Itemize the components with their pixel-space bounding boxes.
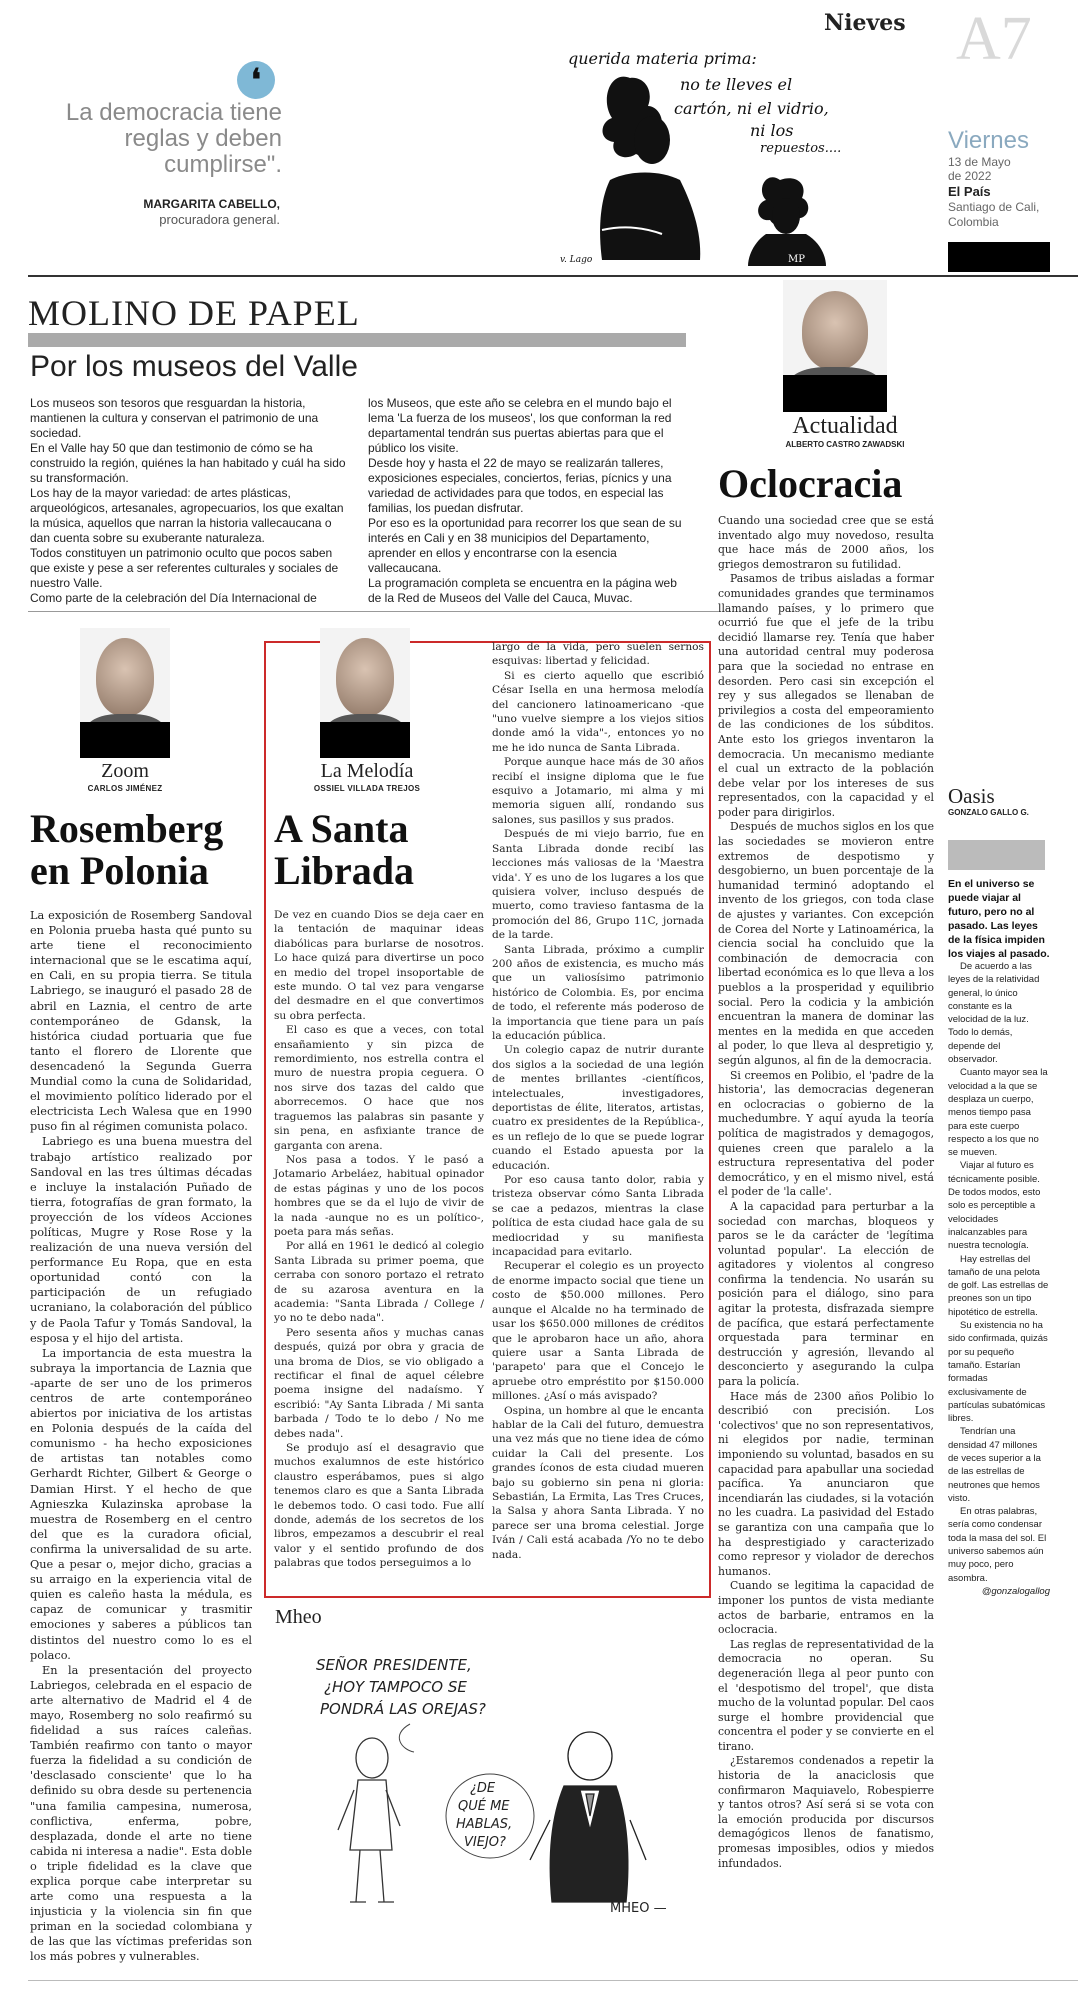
author-photo-actualidad [783,280,887,412]
article-paragraph: Cuando se legitima la capacidad de imponer los puntos de vista mediante actos de barbarie, entramos en la oclocracia. [718,1579,934,1637]
column-author-oasis: GONZALO GALLO G. [948,808,1029,817]
political-cartoon [280,1640,700,1920]
author-photo-zoom [80,628,170,758]
cartoon-speech-1b: ¿HOY TAMPOCO SE [324,1678,467,1696]
article-paragraph: Pero sesenta años y muchas canas después, quizá por obra y gracia de una broma de Dios, se vio obligado a rectificar el final de aquel célebre poema insigne del nadaísmo. Y escribió: "Ay Santa Librada / Mi santa barbada / Todo te lo debo / No me debes nada". [274,1326,484,1440]
article-paragraph: Por eso causa tanto dolor, rabia y tristeza observar cómo Santa Librada se cae a pedazos, mientras la clase política de esta ciudad hace gala de su mediocridad y su manifiesta incapacidad para evitarlo. [492,1174,704,1259]
editorial-paragraph: Los museos son tesoros que resguardan la historia, mantienen la cultura y conservan el patrimonio de una sociedad. [30,396,319,440]
article-paragraph: Ospina, un hombre al que le encanta hablar de la Cali del futuro, demuestra una vez más que no tiene idea de cómo cuidar la Cali del presente. Los grandes íconos de esta ciudad mueren bajo su gobierno sin pena ni gloria: Sebastián, La Ermita, Las Tres Cruces, la Salsa y ahora Santa Librada. Y no parece ser una broma celestial. Jorge Iván / Cali está acabada /Yo no te debo nada. [492,1404,704,1561]
oasis-paragraph: Su existencia no ha sido confirmada, quizás por su pequeño tamaño. Estarían formadas exclusivamente de partículas subatómicas libres. [948,1320,1048,1425]
section-name: Nieves [824,10,906,36]
cartoon-signature-right: MP [788,254,805,265]
editorial-paragraph: Desde hoy y hasta el 22 de mayo se realizarán talleres, exposiciones especiales, conciertos, ferias, pícnics y una variedad de actividades para que todos, en especial las familias, los puedan disfrutar. [368,456,672,515]
oasis-body [948,960,1050,1598]
column-name-oasis: Oasis [948,784,995,808]
headline-melodia-line-1: A Santa [274,806,409,851]
article-paragraph: Después de muchos siglos en los que las sociedades se movieron entre extremos de despotismo y desgobierno, un buen porcentaje de la humanidad terminó adoptando el invento de los griegos, con toda clase de ajustes y variantes. Con excepción de Corea del Norte y Latinoamérica, la ciencia social ha concluido que la combinación de democracia con libertad económica es lo que lleva a los pueblos a la prosperidad y equilibrio social. Pero la codicia y la ambición encuentran la manera de dominar las mentes en la medida en que acceden al poder, lo que lleva al despretigio y, según algunos, al fin de la democracia. [718,820,934,1067]
oasis-paragraph: Viajar al futuro es técnicamente posible. De todos modos, esto solo es perceptible a velocidades inalcanzables para nuestra tecnología. [948,1160,1041,1252]
quote-author: MARGARITA CABELLO, [143,197,280,211]
top-rule [28,275,1078,277]
article-paragraph: Cuando una sociedad cree que se está inventado algo muy novedoso, resulta que hace más de 2000 años, los griegos demostraron su futilidad. [718,514,934,571]
oasis-bar [948,840,1045,870]
article-paragraph: Las reglas de representatividad de la democracia no operan. Su degeneración llega al peor punto con el 'despotismo del tropel', que dista mucho de la voluntad popular. Del caos surge el hombre providencial que concentra el poder y se convierte en el tirano. [718,1637,934,1753]
editorial-title: MOLINO DE PAPEL [28,293,360,333]
article-paragraph: A la capacidad para perturbar a la sociedad con marchas, bloqueos y paros se le da carácter de 'legítima voluntad popular'. La elección de agitadores y violentos al congreso confirma la tendencia. No usarán su posición para el diálogo, sino para agitar la protesta, disfrazada siempre de pacífica, que estará perfectamente orquestada para terminar en destrucción y agresión, llevando al desconcierto y asegurando la culpa para la policía. [718,1199,934,1389]
column-author-zoom: CARLOS JIMÉNEZ [87,784,163,793]
redaction-box [948,242,1050,272]
issue-date [948,155,1068,183]
article-paragraph: Después de mi viejo barrio, fue en Santa Librada donde recibí las lecciones más valiosas de la 'Maestra vida'. Y es uno de los lugares a los que quisiera volver, incluso después de muerto, como travieso fantasma de la promoción del 86, Grupo 11C, jornada de la tarde. [492,828,704,942]
cartoon-label: Mheo [275,1606,322,1628]
column-name-actualidad: Actualidad [792,413,898,439]
oasis-paragraph: En otras palabras, sería como condensar toda la masa del sol. El universo sabemos aún muy poco, pero asombra. [948,1506,1047,1584]
article-paragraph: Porque aunque hace más de 30 años recibí el insigne diploma que le fue esquivo a Jotamario, mi alma y mi memoria siguen allí, rondando sus salones, sus pasillos y sus prados. [492,756,704,826]
editorial-column-left [30,396,350,606]
article-paragraph: Hace más de 2300 años Polibio lo describió con precisión. Los 'colectivos' que no son representativos, ni elegidos por nadie, terminan imponiendo su voluntad, basados en su capacidad para apabullar una sociedad pacífica. Ya anunciaron que incendiarán las ciudades, si la votación no les cuadra. La pasividad del Estado se garantiza con una campaña que lo ha desprestigiado y caracterizado como represor y violador de derechos humanos. [718,1389,934,1578]
article-paragraph: largo de la vida, pero suelen sernos esquivas: libertad y felicidad. [492,641,704,668]
editorial-paragraph: Como parte de la celebración del Día Internacional de [30,591,317,605]
quote-mark-icon: ❛ [251,63,261,98]
article-paragraph: Santa Librada, próximo a cumplir 200 años de existencia, es mucho más que un valiosísimo patrimonio histórico de Colombia. Es, por encima de todo, el referente más poderoso de la importancia que tiene para un país la educación pública. [492,943,704,1042]
cartoon-signature: MHEO — [610,1901,667,1916]
article-body-zoom [30,908,252,1965]
article-paragraph: En la presentación del proyecto Labriegos, celebrada en el espacio de arte alternativo de Madrid el 4 de mayo, Rosemberg no solo reafirmó su fidelidad a sus raíces caleñas. También reafirmo con tanto o mayor fuerza la fidelidad a su condición de 'desclasado consciente' que lo ha definido su obra desde su pertenencia "una familia campesina, numerosa, conflictiva, enferma, pobre, desplazada, donde el arte no tiene cabida ni interesa a nadie". Esta doble o triple fidelidad es la clave que explica porque cabe interpretar su arte como una respuesta a la injusticia y la violencia sin fin que priman en la sociedad colombiana y de las que las víctimas preferidas son los más pobres y vulnerables. [30,1663,252,1964]
cartoon-handwriting-5: repuestos.... [760,141,842,156]
article-paragraph: Pasamos de tribus aisladas a formar comunidades grandes que terminamos llamando países, y lo primero que ocurrió fue que el jefe de la tribu decidió llamarse rey. Tenía que haber una autoridad central muy poderosa para que la sociedad no entrase en desorden. Pero casi sin excepción el rey y sus allegados se llenaban de privilegios a costa del empeoramiento de las condiciones de los súbditos. Ante esto los griegos inventaron la democracia. Un mecanismo mediante el cual un extracto de la población debe velar por los intereses de sus representados, con la capacidad y el poder para dirigirlos. [718,572,934,819]
issue-place-line-1: Santiago de Cali, [948,200,1040,214]
article-body-melodia-right [492,640,704,1562]
editorial-paragraph: Los hay de la mayor variedad: de artes plásticas, arqueológicos, artesanales, agropecuarios, los que exaltan la música, aquellos que narran la historia vallecaucana o dan cuenta sobre su exuberante naturaleza. [30,486,344,545]
column-name-melodia: La Melodía [320,760,414,782]
article-paragraph: Por allá en 1961 le dedicó al colegio Santa Librada su primer poema, que cerraba con sonoro portazo el retrato de su azarosa aventura en la academia: "Santa Librada / College / yo no te debo nada". [274,1240,484,1325]
page-number: A7 [956,5,1032,73]
editorial-bar [28,333,686,347]
article-paragraph: Se produjo así el desagravio que muchos exalumnos de este histórico claustro esperábamos, pues si algo tenemos claro es que a Santa Librada le debemos todo. O casi todo. Fue allí donde, además de los secretos de los libros, empezamos a descubrir el real valor y el sentido profundo de dos palabras que todos perseguimos a lo [274,1442,484,1570]
editorial-column-right [368,396,688,606]
editorial-paragraph: los Museos, que este año se celebra en el mundo bajo el lema 'La fuerza de los museos', los que conforman la red departamental tendrán sus puertas abiertas para que el público los visite. [368,396,672,455]
cartoon-handwriting-2: no te lleves el [680,75,793,94]
oasis-lead: En el universo se puede viajar al futuro, pero no al pasado. Las leyes de la física impiden los viajes al pasado. [948,878,1050,960]
headline-zoom-line-1: Rosemberg [30,806,224,851]
headline-melodia-line-2: Librada [274,848,415,893]
oasis-signature: @gonzalogallog [981,1585,1050,1597]
quote-text: La democracia tiene reglas y deben cumplirse". [65,99,282,178]
oasis-paragraph: Hay estrellas del tamaño de una pelota de golf. Las estrellas de preones son un tipo hipotético de estrella. [948,1253,1049,1318]
editorial-paragraph: La programación completa se encuentra en la página web de la Red de Museos del Valle del Cauca, Muvac. [368,576,677,605]
article-paragraph: ¿Estaremos condenados a repetir la historia de la anaciclosis que confirmaron Maquiavelo, Robespierre y tantos otros? Así será si se vota con la emoción producida por discursos demagógicos llenos de fanatismo, promesas imposibles, odios y miedos infundados. [718,1754,934,1870]
article-paragraph: Labriego es una buena muestra del trabajo artístico realizado por Sandoval en las tres últimas décadas e incluye la instalación Puñado de tierra, fotografías de gran formato, la proyección de los vídeos Acciones políticas, Mugre y Rose Rose y la realización de una nueva versión del performance Eu Ropa, que en esta oportunidad contó con la participación de un refugiado ucraniano, la colaboración del público y de Paola Tafur y Tomás Sandoval, la esposa y el hijo del artista. [30,1135,252,1345]
editorial-paragraph: Por eso es la oportunidad para recorrer los que sean de su interés en Cali y en 38 municipios del Departamento, aprender en ellos y encontrarse con la esencia vallecaucana. [368,516,682,575]
issue-date-line-1: 13 de Mayo [948,155,1011,169]
quote-badge [237,61,275,99]
article-body-melodia-left [274,908,484,1571]
cartoon-speech-1a: SEÑOR PRESIDENTE, [316,1656,472,1674]
issue-place [948,200,1068,230]
headline-zoom-line-2: en Polonia [30,848,209,893]
oasis-paragraph: De acuerdo a las leyes de la relatividad general, lo único constante es la velocidad de la luz. Todo lo demás, depende del observador. [948,961,1040,1066]
editorial-headline: Por los museos del Valle [30,350,358,383]
top-cartoon [540,30,920,270]
article-paragraph: Recuperar el colegio es un proyecto de enorme impacto social que tiene un costo de $50.000 millones. Pero aunque el Alcalde no ha terminado de usar los $650.000 millones de créditos que le aprobaron hace un año, ahora quiere usar a Santa Librada de 'parapeto' para que el Concejo le apruebe otro empréstito por $150.000 millones. ¿Así o más avispado? [492,1260,704,1403]
cartoon-speech-1c: PONDRÁ LAS OREJAS? [320,1700,486,1718]
editorial-paragraph: Todos constituyen un patrimonio oculto que pocos saben que existe y pese a ser referentes culturales y sociales de nuestro Valle. [30,546,339,590]
section-rule [28,611,718,612]
quote-role: procuradora general. [159,212,280,227]
column-author-actualidad: ALBERTO CASTRO ZAWADSKI [785,440,905,449]
headline-zoom [30,808,260,892]
article-paragraph: La importancia de esta muestra la subraya la importancia de Laznia que -aparte de ser uno de los primeros centros de arte contemporáneo abiertos por iniciativa de los artistas en Polonia después de la caída del comunismo - ha hecho exposiciones de artistas tan notables como Gerhardt Richter, Gilbert & George o Damian Hirst. Y el hecho de que Agnieszka Kulazinska aprobase la muestra de Rosemberg en el centro del que es la curadora oficial, confirma la universalidad de su arte. Que a pesar o, mejor dicho, gracias a su arraigo en la experiencia vital de quien es caleño hasta la médula, es capaz de comunicar y trasmitir emociones y saberes a públicos tan distintos del nuestro como lo es el polaco. [30,1346,252,1662]
bottom-rule [28,1980,1078,1981]
newspaper-name: El País [948,184,991,199]
cartoon-handwriting-1: querida materia prima: [568,49,757,68]
author-photo-melodia [320,628,410,758]
cartoon-signature-left: v. Lago [560,255,593,265]
article-paragraph: Si creemos en Polibio, el 'padre de la historia', las democracias degeneran en oclocracias o gobierno de la muchedumbre. Y aquí ayuda la teoría política de magistrados y demagogos, quienes creen que paralelo a la estructura representativa del poder democrático, y en el mismo nivel, está el poder de 'la calle'. [718,1068,934,1199]
cartoon-speech-2a: ¿DE [470,1781,496,1796]
editorial-paragraph: En el Valle hay 50 que dan testimonio de cómo se ha construido la región, quiénes la han habitado y cuál ha sido su transformación. [30,441,346,485]
article-body-actualidad [718,514,934,1871]
cartoon-speech-2b: QUÉ ME [458,1799,510,1814]
headline-actualidad: Oclocracia [718,461,903,506]
issue-date-line-2: de 2022 [948,169,992,183]
oasis-paragraph: Cuanto mayor sea la velocidad a la que se desplaza un cuerpo, menos tiempo pasa para este cuerpo respecto a los que no se mueven. [948,1067,1048,1159]
headline-melodia [274,808,474,892]
article-paragraph: El caso es que a veces, con total ensañamiento y sin pizca de remordimiento, nos estrella contra el muro de nuestra propia ceguera. O nos sirve dos tazas del caldo que aborrecemos. O hace que nos traguemos las palabras sin pasante y sin pena, en asfixiante trance de garganta con arena. [274,1024,484,1152]
article-paragraph: De vez en cuando Dios se deja caer en la tentación de maquinar ideas diabólicas para burlarse de nosotros. Lo hace quizá para divertirse un poco en medio del tropel insoportable de este mundo. O tal vez para vengarse del desmadre en el que convertimos su obra perfecta. [274,909,484,1022]
column-author-melodia: OSSIEL VILLADA TREJOS [313,784,421,793]
cartoon-handwriting-3: cartón, ni el vidrio, [674,99,829,118]
oasis-paragraph: Tendrían una densidad 47 millones de veces superior a la de las estrellas de neutrones que hemos visto. [948,1426,1041,1504]
article-paragraph: Si es cierto aquello que escribió César Isella en una hermosa melodía del cancionero latinoamericano -que "uno vuelve siempre a los viejos sitios donde amó la vida"-, entonces yo no me he ido nunca de Santa Librada. [492,669,704,754]
cartoon-handwriting-4: ni los [750,121,794,140]
cartoon-speech-2c: HABLAS, [456,1817,513,1832]
issue-day: Viernes [948,127,1029,154]
cartoon-speech-2d: VIEJO? [464,1835,506,1850]
article-paragraph: La exposición de Rosemberg Sandoval en Polonia prueba hasta qué punto su arte tiene el reconocimiento internacional que se le escatima aquí, en Cali, en su propia tierra. Se titula Labriego, se inauguró el pasado 28 de abril en Laznia, el centro de arte contemporáneo de Gdansk, la histórica ciudad portuaria que fue tanto el florero de Llorente que desencadenó la Segunda Guerra Mundial como la cuna de Solidaridad, el movimiento político liderado por el electricista Lech Walesa que en 1990 puso fin al régimen comunista polaco. [30,909,252,1134]
issue-place-line-2: Colombia [948,215,999,229]
article-paragraph: Un colegio capaz de nutrir durante dos siglos a la sociedad de una legión de mentes brillantes -científicos, intelectuales, investigadores, deportistas de élite, literatos, artistas, cuatro ex presidentes de la República-, es un reflejo de lo que se puede lograr cuando el Estado apuesta por la educación. [492,1044,704,1172]
article-paragraph: Nos pasa a todos. Y le pasó a Jotamario Arbeláez, habitual opinador de estas páginas y uno de los pocos hombres que se da el lujo de vivir de la nada -aunque no es un político-, poeta para más señas. [274,1153,484,1238]
column-name-zoom: Zoom [101,760,149,782]
